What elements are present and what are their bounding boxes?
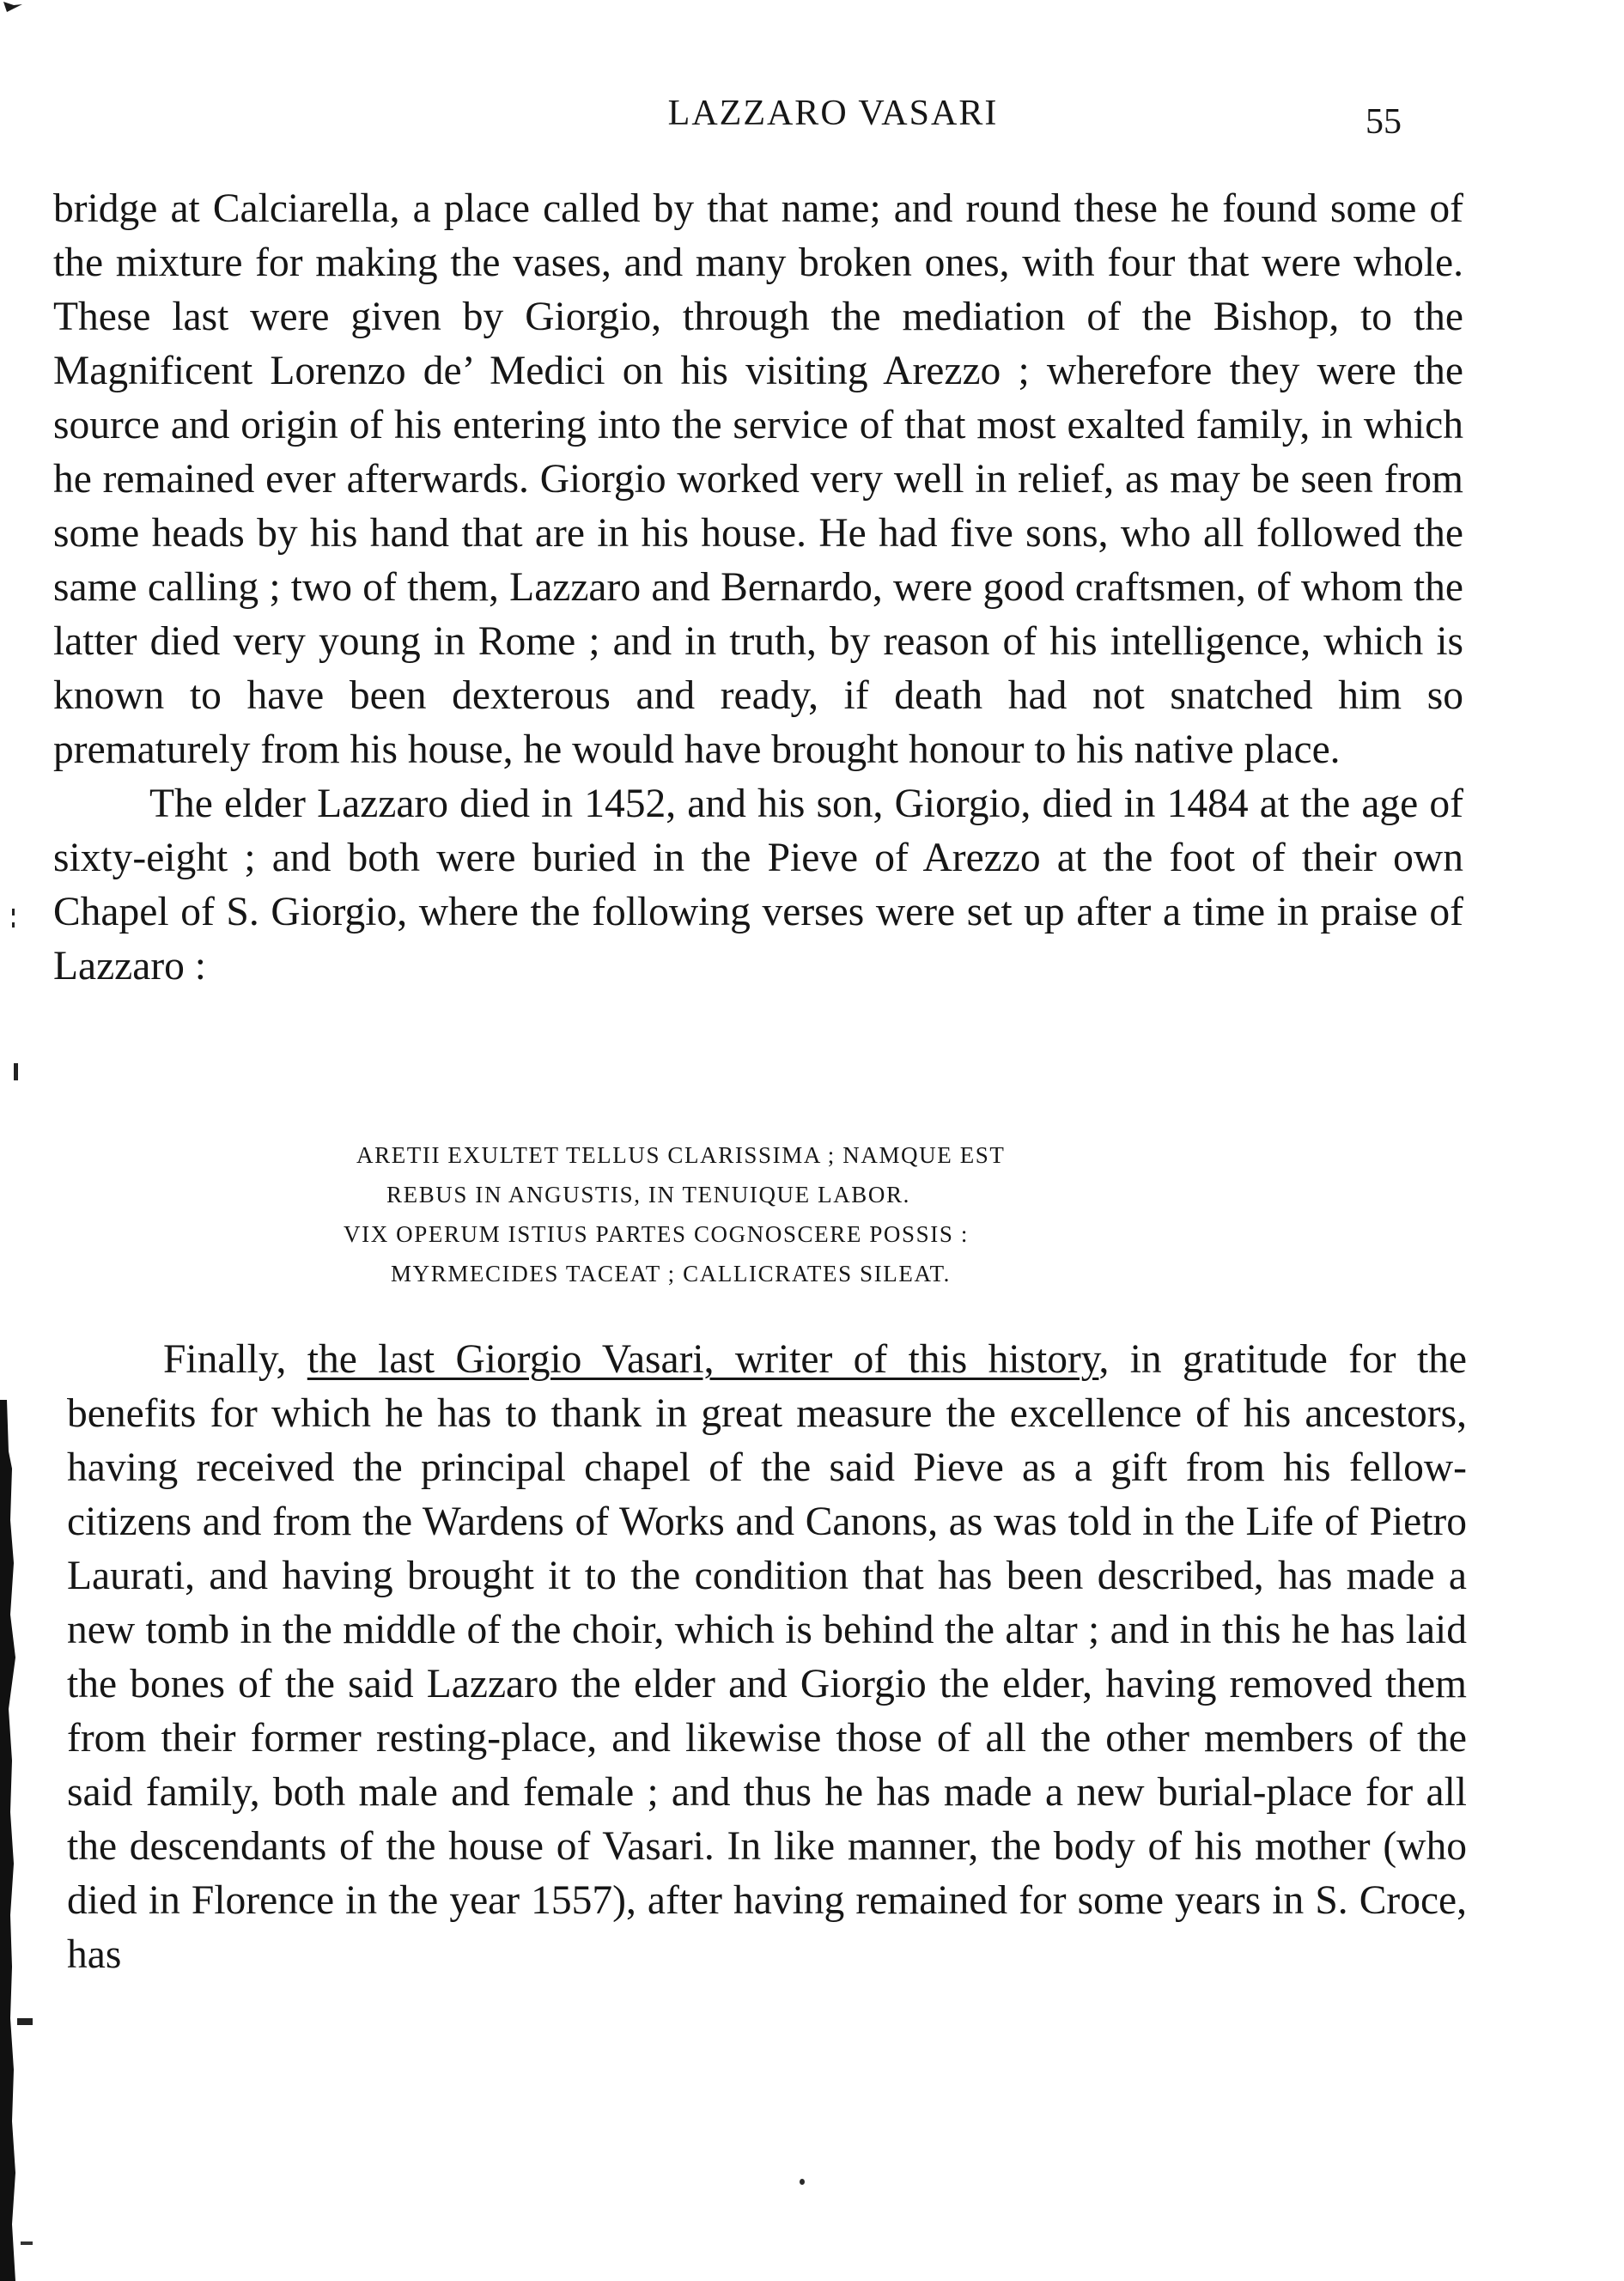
paragraph-3-start: Finally,: [163, 1337, 307, 1382]
verse-line-3: VIX OPERUM ISTIUS PARTES COGNOSCERE POSSIS :: [344, 1221, 969, 1247]
verse-line-1: ARETII EXULTET TELLUS CLARISSIMA ; NAMQUE EST: [356, 1142, 1006, 1168]
paragraph-3: [67, 1333, 1467, 1982]
running-title: LAZZARO VASARI: [667, 94, 999, 133]
verse-line-2: REBUS IN ANGUSTIS, IN TENUIQUE LABOR.: [386, 1182, 910, 1207]
scan-mark-icon: [3, 0, 22, 12]
underlined-phrase: the last Giorgio Vasari, writer of this history: [307, 1337, 1099, 1382]
paragraph-2: The elder Lazzaro died in 1452, and his son, Giorgio, died in 1484 at the age of sixty-eight ; and both were buried in the Pieve of Arezzo at the foot of their own Chapel of S. Giorgio, where the following verses were set up after a time in praise of Lazzaro :: [53, 782, 1463, 988]
binding-shadow-icon: [0, 1400, 45, 2281]
verse-line-4: MYRMECIDES TACEAT ; CALLICRATES SILEAT.: [391, 1261, 952, 1286]
paragraph-1: bridge at Calciarella, a place called by that name; and round these he found some of the mixture for making the vases, and many broken ones, with four that were whole. These last were given by Giorgio, through the mediation of the Bishop, to the Magnificent Lorenzo de’ Medici on his visiting Arezzo ; wherefore they were the source and origin of his entering into the service of that most exalted family, in which he remained ever afterwards. Giorgio worked very well in relief, as may be seen from some heads by his hand that are in his house. He had five sons, who all followed the same calling ; two of them, Lazzaro and Bernardo, were good craftsmen, of whom the latter died very young in Rome ; and in truth, by reason of his intelligence, which is known to have been dexterous and ready, if death had not snatched him so prematurely from his house, he would have brought honour to his native place.: [53, 186, 1463, 772]
margin-marks-icon: [9, 909, 22, 1080]
paragraph-3-rest: , in gratitude for the benefits for which he has to thank in great measure the excellence of his ancestors, having received the principal chapel of the said Pieve as a gift from his fellow-citizens and from the Wardens of Works and Canons, as was told in the Life of Pietro Laurati, and having brought it to the condition that has been described, has made a new tomb in the middle of the choir, which is behind the altar ; and in this he has laid the bones of the said Lazzaro the elder and Giorgio the elder, having removed them from their former resting-place, and likewise those of all the other members of the said family, both male and female ; and thus he has made a new burial-place for all the descendants of the house of Vasari. In like manner, the body of his mother (who died in Florence in the year 1557), after having remained for some years in S. Croce, has: [67, 1337, 1468, 1977]
scan-speck: [800, 2179, 805, 2185]
text-block-upper: [53, 182, 1463, 994]
text-block-lower: [67, 1333, 1467, 1982]
page-number: 55: [1365, 102, 1402, 142]
epitaph-verse: [326, 1135, 1202, 1293]
